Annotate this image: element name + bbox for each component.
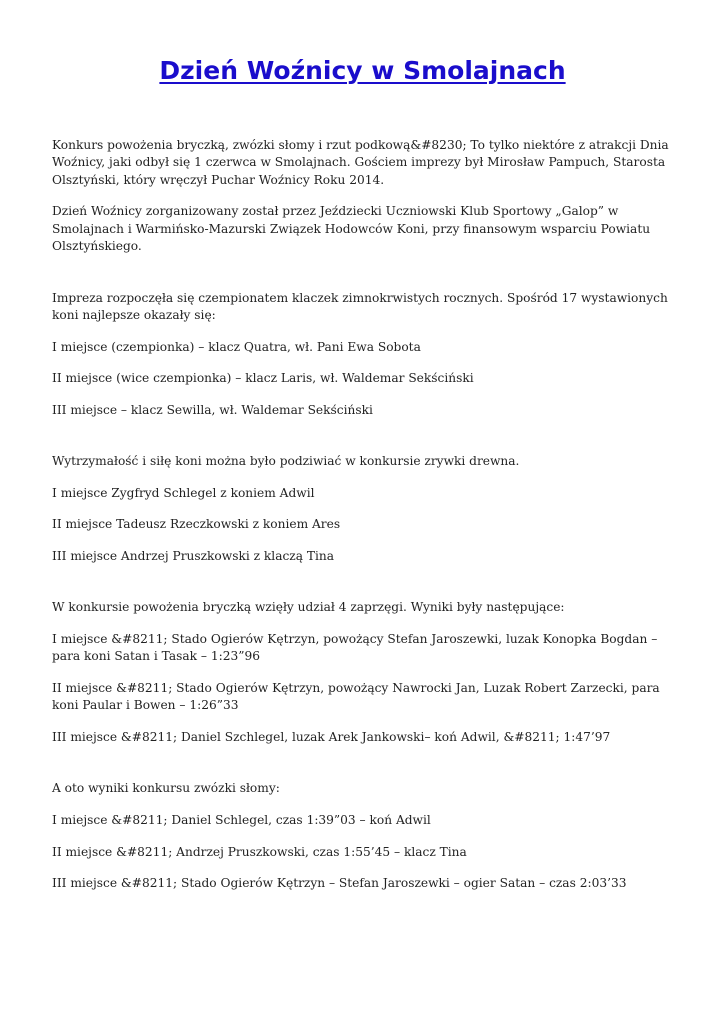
result-line: III miejsce Andrzej Pruszkowski z klaczą Tina xyxy=(52,549,334,563)
paragraph-organizers: Dzień Woźnicy zorganizowany został przez Jeździecki Uczniowski Klub Sportowy „Galop” w Smolajnach i Warmińsko-Mazurski Związek Hodowców Koni, przy finansowym wsparciu Powiatu Olsztyńskiego. xyxy=(52,204,651,254)
result-line: I miejsce &#8211; Stado Ogierów Kętrzyn, powożący Stefan Jaroszewki, luzak Konopka Bogdan – para koni Satan i Tasak – 1:23”96 xyxy=(52,632,658,664)
paragraph-logging: Wytrzymałość i siłę koni można było podziwiać w konkursie zrywki drewna. xyxy=(52,454,520,469)
result-line: I miejsce Zygfryd Schlegel z koniem Adwil xyxy=(52,485,315,500)
article-body xyxy=(52,137,677,907)
paragraph-intro: Konkurs powożenia bryczką, zwózki słomy i rzut podkową&#8230; To tylko niektóre z atrakcji Dnia Woźnicy, jaki odbył się 1 czerwca w Smolajnach. Gościem imprezy był Mirosław Pampuch, Starosta Olsztyński, który wręczył Puchar Woźnicy Roku 2014. xyxy=(52,138,669,187)
result-line: III miejsce &#8211; Daniel Szchlegel, luzak Arek Jankowski– koń Adwil, &#8211; 1:47’97 xyxy=(52,730,611,744)
result-line: III miejsce &#8211; Stado Ogierów Kętrzyn – Stefan Jaroszewki – ogier Satan – czas 2:03’33 xyxy=(52,876,627,891)
paragraph-straw: A oto wyniki konkursu zwózki słomy: xyxy=(52,781,280,796)
paragraph-championship: Impreza rozpoczęła się czempionatem klaczek zimnokrwistych rocznych. Spośród 17 wystawionych koni najlepsze okazały się: xyxy=(52,290,668,323)
result-line: II miejsce &#8211; Stado Ogierów Kętrzyn, powożący Nawrocki Jan, Luzak Robert Zarzecki, para koni Paular i Bowen – 1:26”33 xyxy=(52,681,660,713)
paragraph-carriage: W konkursie powożenia bryczką wzięły udział 4 zaprzęgi. Wyniki były następujące: xyxy=(52,600,565,615)
result-line: I miejsce (czempionka) – klacz Quatra, wł. Pani Ewa Sobota xyxy=(52,339,421,354)
page-title xyxy=(0,54,725,88)
result-line: III miejsce – klacz Sewilla, wł. Waldemar Sekściński xyxy=(52,402,373,417)
result-line: II miejsce (wice czempionka) – klacz Laris, wł. Waldemar Sekściński xyxy=(52,371,474,386)
result-line: II miejsce &#8211; Andrzej Pruszkowski, czas 1:55’45 – klacz Tina xyxy=(52,844,467,859)
result-line: I miejsce &#8211; Daniel Schlegel, czas 1:39”03 – koń Adwil xyxy=(52,813,431,827)
title-link[interactable]: Dzień Woźnicy w Smolajnach xyxy=(159,56,566,85)
result-line: II miejsce Tadeusz Rzeczkowski z koniem Ares xyxy=(52,517,341,532)
